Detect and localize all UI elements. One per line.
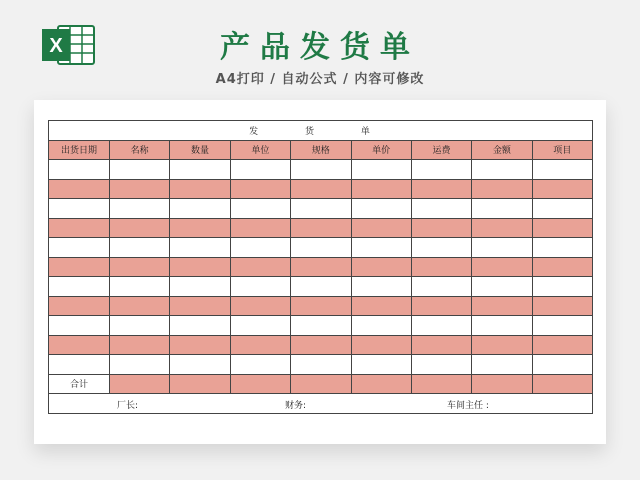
- table-row: [49, 199, 593, 219]
- table-cell[interactable]: [170, 160, 230, 180]
- table-cell[interactable]: [291, 277, 351, 297]
- table-cell[interactable]: [411, 160, 471, 180]
- table-cell[interactable]: [411, 199, 471, 219]
- signature-row: [49, 394, 593, 414]
- table-cell[interactable]: [411, 316, 471, 336]
- table-cell[interactable]: [532, 296, 592, 316]
- table-cell[interactable]: [110, 257, 170, 277]
- table-row: [49, 160, 593, 180]
- table-cell[interactable]: [472, 199, 532, 219]
- table-cell[interactable]: [170, 238, 230, 258]
- form-title-row: [49, 121, 593, 141]
- table-cell[interactable]: [49, 335, 110, 355]
- table-cell[interactable]: [472, 316, 532, 336]
- table-cell[interactable]: [351, 316, 411, 336]
- table-cell[interactable]: [49, 296, 110, 316]
- data-rows: [49, 160, 593, 375]
- table-cell[interactable]: [411, 296, 471, 316]
- table-cell[interactable]: [49, 257, 110, 277]
- page-subtitle: A4打印 / 自动公式 / 内容可修改: [215, 72, 425, 87]
- table-cell[interactable]: [291, 316, 351, 336]
- table-cell[interactable]: [230, 179, 290, 199]
- table-cell[interactable]: [230, 296, 290, 316]
- table-cell[interactable]: [110, 374, 170, 394]
- table-cell[interactable]: [49, 160, 110, 180]
- table-cell[interactable]: [532, 199, 592, 219]
- table-cell[interactable]: [230, 277, 290, 297]
- table-cell[interactable]: [170, 374, 230, 394]
- table-cell[interactable]: [532, 316, 592, 336]
- table-cell[interactable]: [110, 160, 170, 180]
- table-cell[interactable]: [110, 218, 170, 238]
- table-cell[interactable]: [110, 355, 170, 375]
- table-cell[interactable]: [170, 355, 230, 375]
- table-cell[interactable]: [351, 238, 411, 258]
- table-cell[interactable]: [351, 218, 411, 238]
- header-row: [49, 140, 593, 160]
- table-cell[interactable]: [49, 238, 110, 258]
- table-row: [49, 257, 593, 277]
- table-cell[interactable]: [291, 257, 351, 277]
- table-cell[interactable]: [532, 355, 592, 375]
- column-header: 单价: [351, 140, 411, 160]
- table-cell[interactable]: [230, 355, 290, 375]
- table-cell[interactable]: [170, 179, 230, 199]
- shipping-form-table: [48, 120, 593, 414]
- table-cell[interactable]: [532, 335, 592, 355]
- table-cell[interactable]: [170, 199, 230, 219]
- table-cell[interactable]: [411, 335, 471, 355]
- table-cell[interactable]: [351, 179, 411, 199]
- table-cell[interactable]: [110, 277, 170, 297]
- table-cell[interactable]: [291, 374, 351, 394]
- column-header: 名称: [110, 140, 170, 160]
- table-cell[interactable]: [532, 277, 592, 297]
- table-cell[interactable]: [532, 257, 592, 277]
- table-row: [49, 355, 593, 375]
- table-cell[interactable]: [110, 179, 170, 199]
- table-cell[interactable]: [351, 277, 411, 297]
- table-row: [49, 218, 593, 238]
- table-cell[interactable]: [49, 316, 110, 336]
- table-cell[interactable]: [230, 218, 290, 238]
- table-cell[interactable]: [472, 355, 532, 375]
- table-cell[interactable]: [351, 199, 411, 219]
- table-cell[interactable]: [291, 199, 351, 219]
- table-cell[interactable]: [230, 199, 290, 219]
- table-cell[interactable]: [110, 316, 170, 336]
- table-cell[interactable]: [472, 257, 532, 277]
- table-cell[interactable]: [110, 296, 170, 316]
- table-cell[interactable]: [351, 257, 411, 277]
- table-cell[interactable]: [49, 355, 110, 375]
- table-row: [49, 316, 593, 336]
- table-cell[interactable]: [49, 199, 110, 219]
- banner: [0, 0, 640, 100]
- column-header: 规格: [291, 140, 351, 160]
- table-cell[interactable]: [170, 257, 230, 277]
- table-cell[interactable]: [472, 277, 532, 297]
- table-cell[interactable]: [351, 160, 411, 180]
- column-header: 项目: [532, 140, 592, 160]
- table-cell[interactable]: [230, 257, 290, 277]
- table-cell[interactable]: [291, 296, 351, 316]
- table-cell[interactable]: [472, 296, 532, 316]
- table-cell[interactable]: [170, 316, 230, 336]
- svg-text:X: X: [49, 35, 63, 57]
- table-cell[interactable]: [230, 374, 290, 394]
- table-cell[interactable]: [170, 218, 230, 238]
- table-cell[interactable]: [351, 335, 411, 355]
- table-cell[interactable]: [411, 355, 471, 375]
- table-cell[interactable]: [49, 179, 110, 199]
- table-cell[interactable]: [230, 238, 290, 258]
- table-row: [49, 238, 593, 258]
- table-row: [49, 335, 593, 355]
- page-title: 产品发货单: [220, 30, 420, 65]
- form-title: 发 货 单: [49, 121, 593, 141]
- total-row: [49, 374, 593, 394]
- signature-cell: [49, 394, 593, 414]
- table-cell[interactable]: [532, 179, 592, 199]
- column-header: 出货日期: [49, 140, 110, 160]
- table-cell[interactable]: [411, 179, 471, 199]
- table-cell[interactable]: [230, 160, 290, 180]
- factory-head-label: 厂长:: [117, 401, 139, 411]
- table-cell[interactable]: [472, 374, 532, 394]
- table-cell[interactable]: [472, 335, 532, 355]
- table-cell[interactable]: [291, 355, 351, 375]
- table-cell[interactable]: [291, 335, 351, 355]
- table-cell[interactable]: [472, 160, 532, 180]
- table-cell[interactable]: [291, 179, 351, 199]
- table-row: [49, 179, 593, 199]
- table-cell[interactable]: [532, 374, 592, 394]
- column-header: 数量: [170, 140, 230, 160]
- table-cell[interactable]: [170, 296, 230, 316]
- total-label: 合计: [49, 374, 110, 394]
- table-cell[interactable]: [532, 160, 592, 180]
- table-cell[interactable]: [230, 335, 290, 355]
- table-cell[interactable]: [230, 316, 290, 336]
- document-sheet: [34, 100, 606, 444]
- table-cell[interactable]: [110, 199, 170, 219]
- table-cell[interactable]: [472, 218, 532, 238]
- table-row: [49, 296, 593, 316]
- table-cell[interactable]: [49, 218, 110, 238]
- column-header: 金额: [472, 140, 532, 160]
- table-cell[interactable]: [351, 355, 411, 375]
- table-cell[interactable]: [110, 238, 170, 258]
- table-cell[interactable]: [532, 238, 592, 258]
- table-cell[interactable]: [411, 374, 471, 394]
- finance-label: 财务:: [285, 401, 307, 411]
- table-cell[interactable]: [532, 218, 592, 238]
- table-cell[interactable]: [411, 257, 471, 277]
- workshop-head-label: 车间主任 :: [447, 401, 489, 411]
- table-cell[interactable]: [170, 335, 230, 355]
- table-cell[interactable]: [411, 218, 471, 238]
- table-cell[interactable]: [170, 277, 230, 297]
- table-cell[interactable]: [291, 238, 351, 258]
- table-cell[interactable]: [472, 179, 532, 199]
- table-cell[interactable]: [351, 296, 411, 316]
- column-header: 单位: [230, 140, 290, 160]
- table-cell[interactable]: [351, 374, 411, 394]
- table-cell[interactable]: [49, 277, 110, 297]
- table-cell[interactable]: [411, 277, 471, 297]
- table-cell[interactable]: [411, 238, 471, 258]
- column-header: 运费: [411, 140, 471, 160]
- table-cell[interactable]: [110, 335, 170, 355]
- table-cell[interactable]: [472, 238, 532, 258]
- table-cell[interactable]: [291, 160, 351, 180]
- table-cell[interactable]: [291, 218, 351, 238]
- table-row: [49, 277, 593, 297]
